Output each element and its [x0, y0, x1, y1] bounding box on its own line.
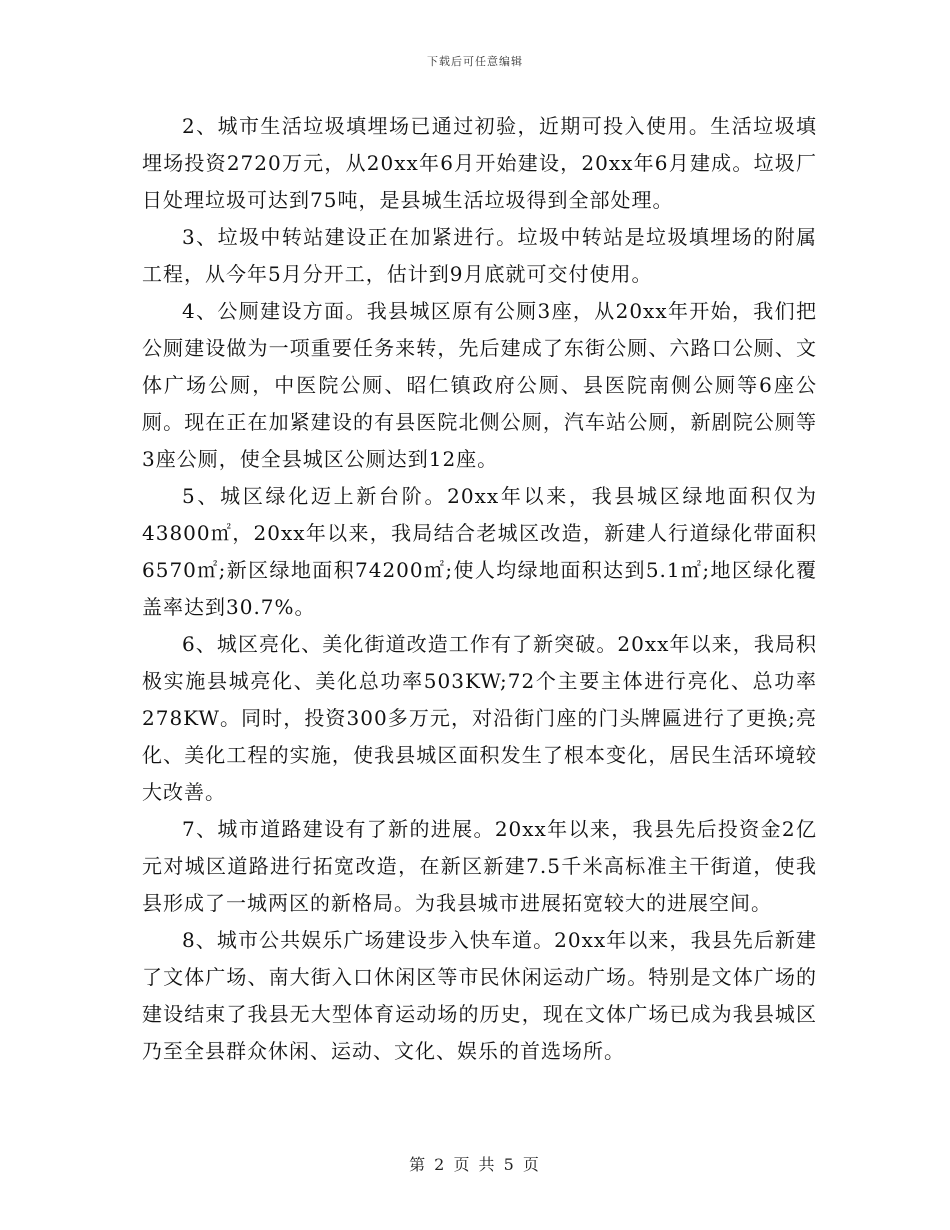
paragraph-2: 2、城市生活垃圾填埋场已通过初验，近期可投入使用。生活垃圾填埋场投资2720万元，从20xx年6月开始建设，20xx年6月建成。垃圾厂日处理垃圾可达到75吨，是县城生活垃圾得到全部处理。 — [142, 114, 817, 212]
page-header: 下载后可任意编辑 — [427, 55, 523, 68]
document-body — [142, 108, 817, 1070]
paragraph-3: 3、垃圾中转站建设正在加紧进行。垃圾中转站是垃圾填埋场的附属工程，从今年5月分开工，估计到9月底就可交付使用。 — [142, 225, 817, 286]
paragraph-8: 8、城市公共娱乐广场建设步入快车道。20xx年以来，我县先后新建了文体广场、南大街入口休闲区等市民休闲运动广场。特别是文体广场的建设结束了我县无大型体育运动场的历史，现在文体广场已成为我县城区乃至全县群众休闲、运动、文化、娱乐的首选场所。 — [142, 928, 817, 1063]
paragraph-5: 5、城区绿化迈上新台阶。20xx年以来，我县城区绿地面积仅为43800㎡，20xx年以来，我局结合老城区改造，新建人行道绿化带面积6570㎡;新区绿地面积74200㎡;使人均绿地面积达到5.1㎡;地区绿化覆盖率达到30.7%。 — [142, 484, 817, 619]
paragraph-7: 7、城市道路建设有了新的进展。20xx年以来，我县先后投资金2亿元对城区道路进行拓宽改造，在新区新建7.5千米高标准主干街道，使我县形成了一城两区的新格局。为我县城市进展拓宽较大的进展空间。 — [142, 817, 817, 915]
paragraph-6: 6、城区亮化、美化街道改造工作有了新突破。20xx年以来，我局积极实施县城亮化、美化总功率503KW;72个主要主体进行亮化、总功率278KW。同时，投资300多万元，对沿街门座的门头牌匾进行了更换;亮化、美化工程的实施，使我县城区面积发生了根本变化，居民生活环境较大改善。 — [142, 632, 817, 804]
page-number-footer: 第 2 页 共 5 页 — [409, 1155, 541, 1174]
paragraph-4: 4、公厕建设方面。我县城区原有公厕3座，从20xx年开始，我们把公厕建设做为一项重要任务来转，先后建成了东街公厕、六路口公厕、文体广场公厕，中医院公厕、昭仁镇政府公厕、县医院南侧公厕等6座公厕。现在正在加紧建设的有县医院北侧公厕，汽车站公厕，新剧院公厕等3座公厕，使全县城区公厕达到12座。 — [142, 299, 817, 471]
